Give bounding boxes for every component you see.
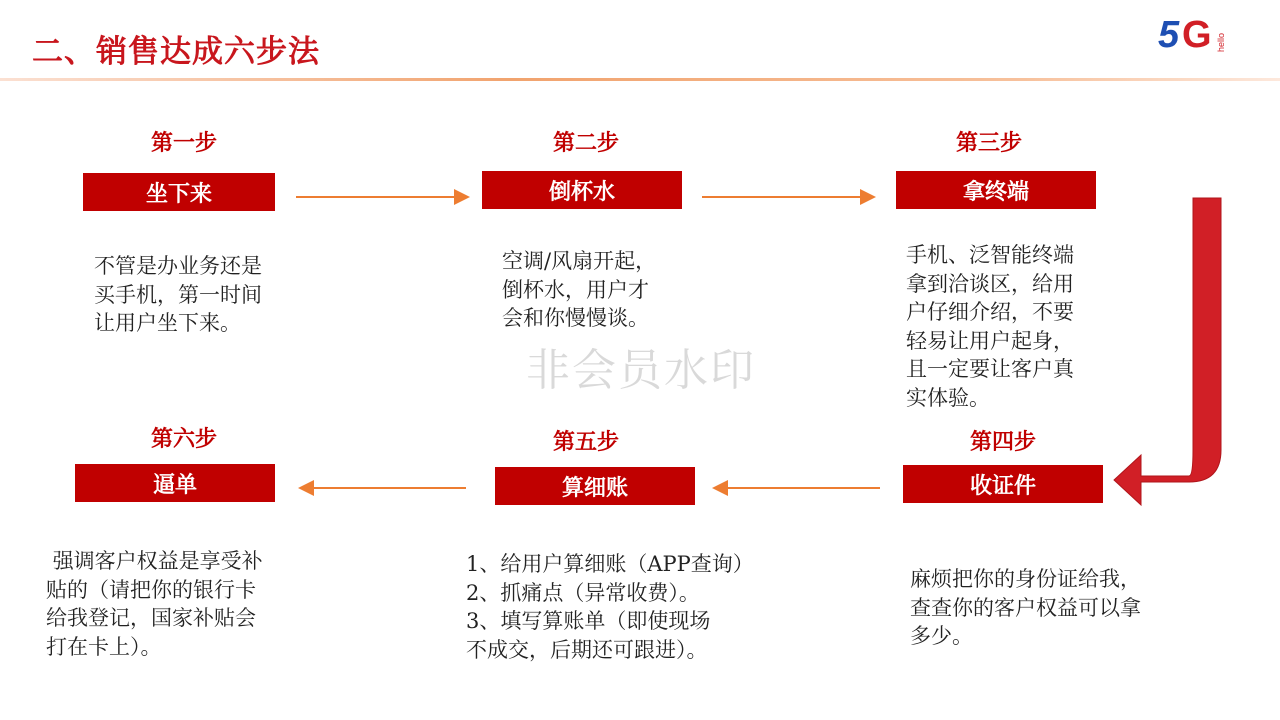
step6-label: 第六步 <box>150 427 217 452</box>
step3-label: 第三步 <box>955 131 1022 156</box>
step3-box: 拿终端 <box>896 171 1096 209</box>
watermark: 非会员水印 <box>526 345 756 396</box>
step5-description: 1、给用户算细账（APP查询） 2、抓痛点（异常收费）。 3、填写算账单（即使现场 不成交，后期还可跟进）。 <box>466 552 754 662</box>
page-title: 二、销售达成六步法 <box>32 34 320 70</box>
step6-box: 逼单 <box>75 464 275 502</box>
step4-label: 第四步 <box>969 430 1036 455</box>
step1-box: 坐下来 <box>83 173 275 211</box>
step6-description: 强调客户权益是享受补 贴的（请把你的银行卡 给我登记，国家补贴会 打在卡上）。 <box>46 549 263 659</box>
step2-box: 倒杯水 <box>482 171 682 209</box>
step4-description: 麻烦把你的身份证给我， 查查你的客户权益可以拿 多少。 <box>910 567 1141 648</box>
step4-box: 收证件 <box>903 465 1103 503</box>
big-return-arrow-icon <box>1114 198 1221 505</box>
logo-letter: G <box>1182 14 1212 56</box>
logo-number: 5 <box>1158 14 1178 56</box>
step2-description: 空调/风扇开起， 倒杯水，用户才 会和你慢慢谈。 <box>502 249 657 330</box>
step1-label: 第一步 <box>150 131 217 156</box>
step3-description: 手机、泛智能终端 拿到洽谈区，给用 户仔细介绍，不要 轻易让用户起身， 且一定要让客户真 实体验。 <box>906 243 1074 410</box>
step1-description: 不管是办业务还是 买手机，第一时间 让用户坐下来。 <box>94 254 262 335</box>
logo-tagline: hello <box>1216 32 1226 52</box>
step5-box: 算细账 <box>495 467 695 505</box>
step5-label: 第五步 <box>552 430 619 455</box>
step2-label: 第二步 <box>552 131 619 156</box>
